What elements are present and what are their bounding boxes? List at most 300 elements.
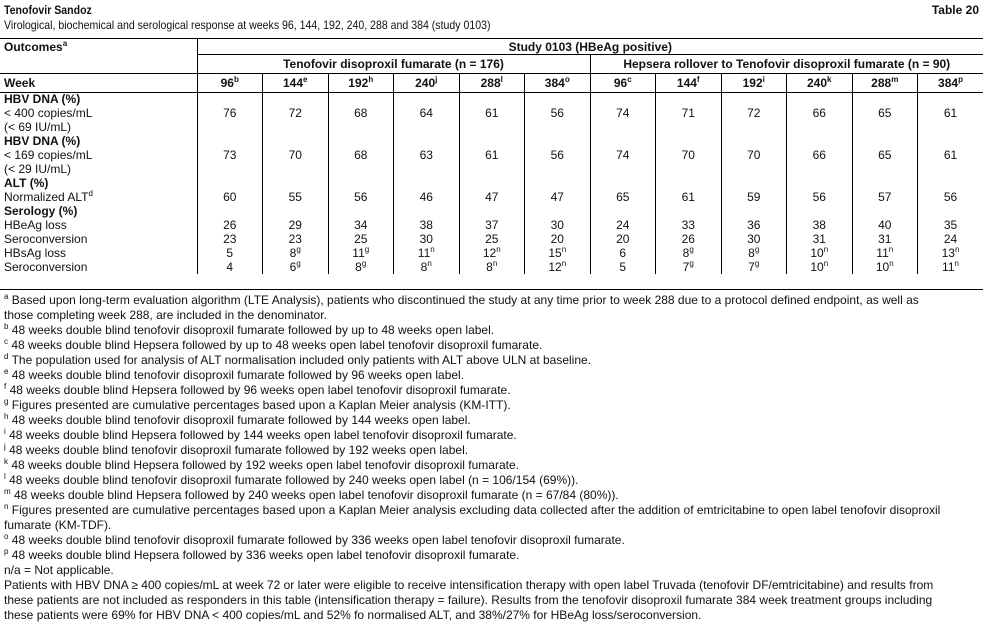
data-cell-value: 56	[943, 190, 958, 204]
data-cell-value: 40	[878, 218, 892, 232]
row-label	[0, 260, 197, 274]
empty-cell	[787, 92, 853, 106]
data-cell-value: 25	[354, 232, 368, 246]
section-label-value: ALT (%)	[4, 176, 49, 190]
data-cell	[852, 218, 918, 232]
empty-cell	[263, 92, 329, 106]
week-header-value: 384	[938, 75, 959, 90]
section-label	[0, 92, 197, 106]
data-cell	[525, 246, 591, 260]
footnote-text: 48 weeks double blind Hepsera followed by 192 weeks open label tenofovir disoproxil fumarate.	[8, 458, 519, 472]
data-cell-value: 64	[419, 106, 433, 120]
data-cell	[918, 232, 983, 246]
week-header-marker: h	[368, 74, 374, 84]
footnote	[4, 323, 979, 338]
footnote-marker: i	[4, 427, 6, 436]
table-row	[0, 260, 983, 274]
data-cell-value: 10	[875, 260, 890, 274]
week-header-marker: i	[762, 74, 765, 84]
data-cell-value: 7	[682, 260, 690, 274]
empty-cell	[459, 92, 525, 106]
week-header-marker: k	[827, 74, 832, 84]
footnote-marker: l	[4, 472, 6, 481]
table-number: Table 20	[931, 3, 979, 17]
empty-cell	[852, 134, 918, 148]
empty-cell	[656, 176, 722, 190]
empty-cell	[852, 92, 918, 106]
rule-bottom	[0, 289, 983, 290]
data-cell-value: 4	[226, 260, 234, 274]
footnote	[4, 593, 979, 608]
empty-cell	[459, 134, 525, 148]
data-cell-value: 35	[943, 218, 958, 232]
footnote	[4, 503, 979, 518]
outcomes-header-marker: a	[62, 39, 68, 48]
data-cell-value: 11	[417, 246, 431, 260]
data-cell	[394, 106, 460, 120]
header-row-study	[0, 39, 983, 54]
data-cell-value: 13	[941, 246, 955, 260]
footnote	[4, 398, 979, 413]
empty-cell	[394, 162, 460, 176]
data-cell	[328, 148, 394, 162]
empty-cell	[394, 92, 460, 106]
week-header-marker: p	[958, 74, 963, 84]
data-cell	[852, 246, 918, 260]
data-cell-value: 30	[419, 232, 433, 246]
empty-cell	[197, 92, 263, 106]
week-header	[721, 73, 787, 92]
footnote	[4, 293, 979, 308]
empty-cell	[852, 162, 918, 176]
data-cell	[459, 232, 525, 246]
week-header-value: 240	[807, 75, 828, 90]
data-cell	[721, 260, 787, 274]
data-cell-value: 56	[550, 106, 564, 120]
data-cell	[263, 232, 329, 246]
data-cell-value: 11	[352, 246, 365, 260]
data-cell-value: 8	[486, 260, 493, 274]
data-cell	[197, 190, 263, 204]
data-cell	[459, 106, 525, 120]
data-cell-value: 59	[747, 190, 761, 204]
data-cell-value: 8	[682, 246, 690, 260]
table-row	[0, 232, 983, 246]
empty-cell	[852, 176, 918, 190]
footnote-text: 48 weeks double blind tenofovir disoproxil fumarate followed by 144 weeks open label.	[8, 413, 471, 427]
data-cell-value: 73	[223, 148, 237, 162]
data-cell	[721, 232, 787, 246]
empty-cell	[197, 204, 263, 218]
empty-cell	[394, 134, 460, 148]
data-cell	[197, 232, 263, 246]
empty-cell	[459, 176, 525, 190]
empty-cell	[459, 204, 525, 218]
footnote-text: fumarate (KM-TDF).	[4, 518, 112, 532]
empty-cell	[787, 134, 853, 148]
study-header: Study 0103 (HBeAg positive)	[508, 39, 672, 54]
data-cell-marker: g	[689, 246, 694, 254]
empty-cell	[656, 134, 722, 148]
data-cell-value: 72	[288, 106, 302, 120]
data-cell	[590, 148, 656, 162]
data-cell	[394, 218, 460, 232]
group-header-hepsera: Hepsera rollover to Tenofovir disoproxil fumarate (n = 90)	[623, 56, 951, 71]
row-label	[0, 120, 197, 134]
data-cell	[656, 260, 722, 274]
table-caption: Virological, biochemical and serological response at weeks 96, 144, 192, 240, 288 and 384 (study 0103)	[4, 18, 491, 32]
data-cell	[525, 106, 591, 120]
data-cell	[918, 106, 983, 120]
data-cell-value: 72	[747, 106, 761, 120]
document-header: Tenofovir Sandoz	[4, 3, 92, 17]
data-cell-value: 68	[354, 106, 368, 120]
data-cell-value: 76	[223, 106, 237, 120]
week-header-marker: e	[303, 74, 308, 84]
data-cell-value: 6	[289, 260, 297, 274]
week-header	[590, 73, 656, 92]
data-cell-marker: n	[823, 260, 829, 268]
data-cell-marker: g	[296, 246, 301, 254]
data-cell-value: 61	[485, 106, 499, 120]
empty-cell	[525, 176, 591, 190]
empty-cell	[721, 134, 787, 148]
data-cell-value: 56	[812, 190, 826, 204]
footnote	[4, 308, 979, 323]
data-cell-value: 57	[878, 190, 892, 204]
empty-cell	[721, 176, 787, 190]
data-cell-value: 8	[355, 260, 362, 274]
data-cell-marker: g	[754, 246, 760, 254]
data-cell	[394, 190, 460, 204]
data-cell	[459, 260, 525, 274]
week-header-marker: m	[891, 74, 899, 84]
data-cell	[852, 190, 918, 204]
empty-cell	[394, 204, 460, 218]
empty-cell	[918, 176, 983, 190]
empty-cell	[918, 204, 983, 218]
data-cell	[918, 260, 983, 274]
data-cell-value: 25	[485, 232, 499, 246]
data-cell	[787, 260, 853, 274]
week-header-marker: o	[564, 74, 570, 84]
empty-cell	[263, 134, 329, 148]
data-cell-value: 8	[748, 246, 755, 260]
footnote-text: 48 weeks double blind tenofovir disoproxil fumarate followed by 96 weeks open label.	[8, 368, 465, 382]
data-cell-value: 23	[223, 232, 237, 246]
data-cell-value: 47	[485, 190, 499, 204]
week-header	[852, 73, 918, 92]
data-cell	[394, 232, 460, 246]
data-cell-value: 63	[419, 148, 433, 162]
empty-cell	[394, 120, 460, 134]
data-cell	[590, 218, 656, 232]
footnote-marker: k	[4, 457, 8, 466]
data-cell	[394, 148, 460, 162]
footnote	[4, 608, 979, 623]
footnote-text: The population used for analysis of ALT normalisation included only patients with ALT above ULN at baseline.	[8, 353, 592, 367]
footnote-text: 48 weeks double blind Hepsera followed by up to 48 weeks open label tenofovir disoproxil fumarate.	[8, 338, 543, 352]
data-cell	[263, 260, 329, 274]
data-cell-value: 6	[619, 246, 627, 260]
data-cell-value: 68	[354, 148, 368, 162]
table-row	[0, 148, 983, 162]
data-cell-value: 46	[419, 190, 433, 204]
header-row-groups	[0, 54, 983, 73]
data-cell	[459, 148, 525, 162]
footnote-text: 48 weeks double blind tenofovir disoproxil fumarate followed by up to 48 weeks open label.	[8, 323, 495, 337]
data-cell-value: 10	[810, 246, 824, 260]
footnote-marker: p	[4, 547, 9, 556]
data-cell-marker: n	[823, 246, 829, 254]
data-cell	[590, 260, 656, 274]
footnote-text: n/a = Not applicable.	[4, 563, 114, 577]
empty-cell	[328, 162, 394, 176]
footnote	[4, 578, 979, 593]
data-cell	[852, 260, 918, 274]
data-cell-value: 61	[943, 148, 958, 162]
data-cell-value: 7	[748, 260, 755, 274]
data-cell-value: 65	[878, 106, 892, 120]
empty-cell	[263, 120, 329, 134]
table-row	[0, 162, 983, 176]
section-label-value: HBV DNA (%)	[4, 92, 81, 106]
data-cell-value: 65	[616, 190, 630, 204]
empty-cell	[721, 204, 787, 218]
data-cell	[263, 148, 329, 162]
table-row	[0, 92, 983, 106]
footnote	[4, 458, 979, 473]
week-header-value: 144	[676, 75, 697, 90]
group-header-tdf: Tenofovir disoproxil fumarate (n = 176)	[197, 54, 590, 73]
data-cell-marker: n	[888, 246, 894, 254]
data-cell-marker: n	[954, 246, 960, 254]
empty-cell	[852, 204, 918, 218]
data-cell	[656, 246, 722, 260]
data-cell	[656, 190, 722, 204]
data-cell-value: 11	[876, 246, 889, 260]
data-cell	[918, 246, 983, 260]
empty-cell	[328, 176, 394, 190]
blank-header-cell	[0, 54, 197, 73]
data-cell	[787, 246, 853, 260]
footnote-text: these patients are not included as responders in this table (intensification therapy = failure). Results from the tenofovir disoproxil fumarate 384 week treatment groups including	[4, 593, 933, 607]
data-cell-value: 74	[616, 106, 630, 120]
empty-cell	[852, 120, 918, 134]
data-cell	[721, 218, 787, 232]
data-cell	[721, 246, 787, 260]
data-cell-value: 66	[812, 148, 826, 162]
row-label-value: < 400 copies/mL	[4, 106, 93, 120]
data-cell	[328, 190, 394, 204]
week-header-value: 192	[348, 75, 369, 90]
footnote-text: these patients were 69% for HBV DNA < 400 copies/mL and 52% fo normalised ALT, and 38%/27% for HBeAg loss/seroconversion.	[4, 608, 702, 622]
data-cell-value: 36	[747, 218, 761, 232]
footnote	[4, 488, 979, 503]
week-header-value: 192	[742, 75, 763, 90]
data-cell-marker: n	[430, 246, 435, 254]
week-header	[328, 73, 394, 92]
table-row	[0, 134, 983, 148]
data-cell-value: 61	[485, 148, 499, 162]
row-label	[0, 218, 197, 232]
data-cell-value: 8	[289, 246, 297, 260]
data-cell	[852, 106, 918, 120]
row-label-value: (< 29 IU/mL)	[4, 162, 72, 176]
week-header-value: 384	[544, 75, 565, 90]
data-cell	[197, 260, 263, 274]
empty-cell	[197, 162, 263, 176]
row-label	[0, 190, 197, 204]
empty-cell	[918, 162, 983, 176]
data-cell-value: 56	[354, 190, 368, 204]
data-cell	[525, 260, 591, 274]
row-label	[0, 148, 197, 162]
footnote-text: Patients with HBV DNA ≥ 400 copies/mL at week 72 or later were eligible to receive intensification therapy with open label Truvada (tenofovir DF/emtricitabine) and results from	[4, 578, 934, 592]
empty-cell	[787, 162, 853, 176]
data-cell-value: 34	[354, 218, 368, 232]
empty-cell	[787, 176, 853, 190]
table-row	[0, 120, 983, 134]
footnote-marker: d	[4, 352, 9, 361]
footnote	[4, 533, 979, 548]
data-cell-value: 47	[550, 190, 564, 204]
data-cell	[918, 190, 983, 204]
empty-cell	[721, 92, 787, 106]
footnote-marker: b	[4, 322, 9, 331]
data-cell	[263, 106, 329, 120]
data-cell	[590, 190, 656, 204]
footnote-text: those completing week 288, are included in the denominator.	[4, 308, 327, 322]
row-label-value: HBsAg loss	[4, 246, 67, 260]
empty-cell	[590, 120, 656, 134]
empty-cell	[590, 176, 656, 190]
data-cell	[590, 106, 656, 120]
data-cell	[721, 148, 787, 162]
footnote-text: 48 weeks double blind tenofovir disoproxil fumarate followed by 336 weeks open label tenofovir disoproxil fumarate.	[8, 533, 625, 547]
week-header	[525, 73, 591, 92]
data-cell	[197, 148, 263, 162]
section-label-value: Serology (%)	[4, 204, 78, 218]
data-cell-value: 12	[548, 260, 562, 274]
empty-cell	[656, 120, 722, 134]
empty-cell	[590, 134, 656, 148]
data-cell	[263, 218, 329, 232]
data-cell-value: 5	[619, 260, 627, 274]
data-cell	[328, 106, 394, 120]
data-cell-value: 15	[548, 246, 562, 260]
footnote-marker: h	[4, 412, 9, 421]
footnote	[4, 563, 979, 578]
week-header	[197, 73, 263, 92]
section-label	[0, 134, 197, 148]
data-cell	[590, 232, 656, 246]
data-cell	[525, 232, 591, 246]
data-cell	[525, 148, 591, 162]
data-cell-value: 31	[878, 232, 892, 246]
data-cell	[918, 148, 983, 162]
data-cell	[590, 246, 656, 260]
empty-cell	[394, 176, 460, 190]
data-cell-value: 65	[878, 148, 892, 162]
footnote	[4, 383, 979, 398]
data-cell-value: 38	[419, 218, 433, 232]
data-cell-marker: g	[754, 260, 760, 268]
empty-cell	[328, 92, 394, 106]
week-header	[394, 73, 460, 92]
empty-cell	[590, 92, 656, 106]
outcomes-header	[0, 39, 197, 54]
footnote-text: 48 weeks double blind tenofovir disoproxil fumarate followed by 192 weeks open label.	[5, 443, 469, 457]
row-label-value: Seroconversion	[4, 260, 88, 274]
data-cell	[328, 232, 394, 246]
empty-cell	[459, 120, 525, 134]
data-cell	[787, 232, 853, 246]
week-header-marker: j	[435, 74, 438, 84]
data-cell	[328, 218, 394, 232]
empty-cell	[721, 162, 787, 176]
row-label-value: Normalized ALT	[4, 190, 89, 204]
data-cell-value: 30	[550, 218, 564, 232]
data-cell-marker: g	[361, 260, 367, 268]
data-cell-value: 56	[550, 148, 564, 162]
data-cell	[918, 218, 983, 232]
empty-cell	[197, 120, 263, 134]
table-row	[0, 190, 983, 204]
data-cell	[197, 218, 263, 232]
data-cell	[459, 246, 525, 260]
data-cell	[328, 246, 394, 260]
data-cell-marker: n	[427, 260, 432, 268]
week-label: Week	[0, 73, 197, 92]
data-cell	[459, 190, 525, 204]
data-cell-marker: g	[689, 260, 694, 268]
data-cell	[197, 106, 263, 120]
footnote-text: 48 weeks double blind Hepsera followed by 96 weeks open label tenofovir disoproxil fumarate.	[6, 383, 511, 397]
section-label	[0, 176, 197, 190]
footnote-text: Based upon long-term evaluation algorithm (LTE Analysis), patients who discontinued the study at any time prior to week 288 due to a protocol defined endpoint, as well as	[8, 293, 919, 307]
footnote	[4, 368, 979, 383]
empty-cell	[459, 162, 525, 176]
week-header-marker: l	[500, 74, 503, 84]
data-cell-value: 26	[681, 232, 695, 246]
row-label-value: < 169 copies/mL	[4, 148, 93, 162]
week-header-value: 144	[283, 75, 304, 90]
footnote-marker: f	[4, 382, 7, 391]
data-cell-value: 61	[681, 190, 695, 204]
footnote	[4, 548, 979, 563]
week-header-marker: b	[233, 74, 239, 84]
data-cell-value: 55	[288, 190, 302, 204]
data-cell	[852, 232, 918, 246]
empty-cell	[721, 120, 787, 134]
empty-cell	[656, 162, 722, 176]
empty-cell	[918, 92, 983, 106]
row-label	[0, 246, 197, 260]
data-cell	[328, 260, 394, 274]
footnote	[4, 353, 979, 368]
table-row	[0, 106, 983, 120]
data-cell	[721, 106, 787, 120]
footnote-marker: c	[4, 337, 8, 346]
data-cell-marker: n	[492, 260, 498, 268]
data-cell-value: 20	[550, 232, 564, 246]
table-row	[0, 204, 983, 218]
data-cell-value: 23	[288, 232, 302, 246]
footnote-text: 48 weeks double blind Hepsera followed by 144 weeks open label tenofovir disoproxil fumarate.	[5, 428, 517, 442]
row-label-marker: d	[88, 190, 93, 198]
data-cell-value: 29	[288, 218, 302, 232]
